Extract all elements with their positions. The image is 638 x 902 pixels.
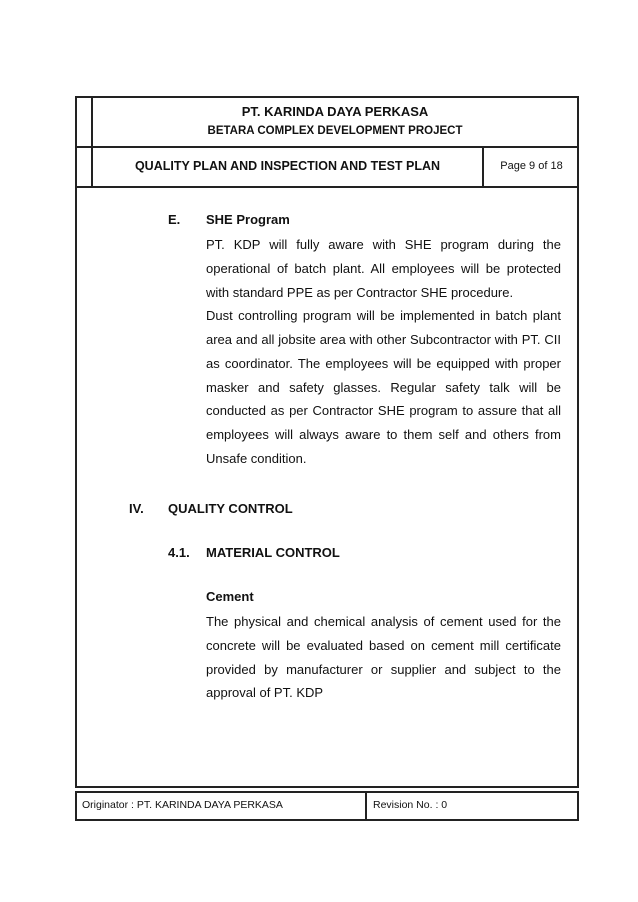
cement-line-3: provided by manufacturer or supplier and subject to the (206, 662, 561, 677)
section-41-number: 4.1. (168, 545, 190, 560)
body-bottom-border (75, 786, 579, 788)
she-para-line-7: masker and safety glasses. Regular safety talk will be (206, 380, 561, 395)
body-right-border (577, 188, 579, 788)
body-left-border (75, 188, 77, 788)
section-e-letter: E. (168, 212, 181, 227)
she-para-line-5: area and all jobsite area with other Subcontractor with PT. CII (206, 332, 561, 347)
cement-line-1: The physical and chemical analysis of cement used for the (206, 614, 561, 629)
cement-line-4: approval of PT. KDP (206, 685, 324, 700)
company-name: PT. KARINDA DAYA PERKASA (241, 104, 429, 119)
section-41-title: MATERIAL CONTROL (206, 545, 340, 560)
she-para-line-1: PT. KDP will fully aware with SHE program during the (206, 237, 561, 252)
she-para-line-9: employees will always aware to them self and others from (206, 427, 561, 442)
cement-line-2: concrete will be evaluated based on cement mill certificate (206, 638, 561, 653)
section-e-title: SHE Program (206, 212, 290, 227)
she-para-line-2: operational of batch plant. All employees will be protected (206, 261, 561, 276)
she-para-line-3: with standard PPE as per Contractor SHE procedure. (206, 285, 514, 300)
she-para-line-4: Dust controlling program will be implemented in batch plant (206, 308, 561, 323)
footer-divider (365, 791, 367, 821)
she-para-line-10: Unsafe condition. (206, 451, 307, 466)
header-row-divider (75, 146, 579, 148)
section-iv-title: QUALITY CONTROL (168, 501, 293, 516)
footer-originator: Originator : PT. KARINDA DAYA PERKASA (82, 799, 283, 811)
document-title: QUALITY PLAN AND INSPECTION AND TEST PLAN (134, 159, 441, 173)
page-number: Page 9 of 18 (500, 160, 563, 172)
she-para-line-6: as coordinator. The employees will be equipped with proper (206, 356, 561, 371)
section-iv-number: IV. (129, 501, 144, 516)
cement-title: Cement (206, 589, 254, 604)
she-para-line-8: conducted as per Contractor SHE program to assure that all (206, 403, 561, 418)
footer-revision: Revision No. : 0 (373, 799, 448, 811)
project-name: BETARA COMPLEX DEVELOPMENT PROJECT (207, 125, 463, 137)
